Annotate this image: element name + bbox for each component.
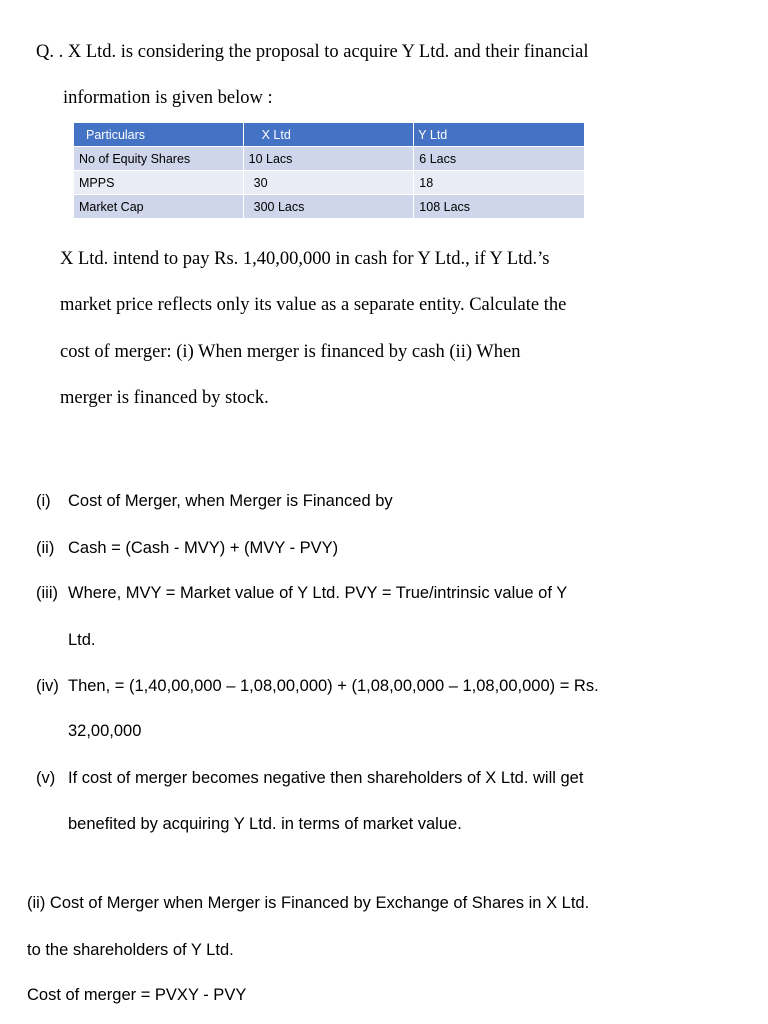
para-line-2: market price reflects only its value as a separate entity. Calculate the: [60, 295, 567, 315]
cell-y-ltd: 6 Lacs: [414, 147, 585, 171]
cell-x-ltd: 10 Lacs: [243, 147, 414, 171]
list-number: (ii): [36, 539, 55, 557]
question-line-1: Q. . X Ltd. is considering the proposal to acquire Y Ltd. and their financial: [36, 42, 589, 62]
question-line-2: information is given below :: [63, 88, 273, 108]
table-header-row: [74, 123, 585, 147]
table-row: [74, 171, 585, 195]
list-item-text: Cash = (Cash - MVY) + (MVY - PVY): [68, 539, 339, 557]
list-item-text: Then, = (1,40,00,000 – 1,08,00,000) + (1,08,00,000 – 1,08,00,000) = Rs.: [68, 677, 599, 695]
list-number: (v): [36, 769, 56, 787]
list-number: (iv): [36, 677, 59, 695]
list-item-continuation: 32,00,000: [68, 722, 142, 740]
list-item-text: Cost of Merger, when Merger is Financed by: [68, 492, 393, 510]
cell-particulars: MPPS: [74, 171, 244, 195]
cell-x-ltd: 30: [243, 171, 414, 195]
list-number: (i): [36, 492, 51, 510]
list-number: (iii): [36, 584, 58, 602]
para-line-4: merger is financed by stock.: [60, 388, 269, 408]
merger-formula: Cost of merger = PVXY - PVY: [27, 986, 247, 1004]
header-x-ltd: X Ltd: [243, 123, 414, 147]
list-item-continuation: benefited by acquiring Y Ltd. in terms of market value.: [68, 815, 462, 833]
table-row: [74, 147, 585, 171]
list-item-continuation: Ltd.: [68, 631, 96, 649]
list-item-text: Where, MVY = Market value of Y Ltd. PVY = True/intrinsic value of Y: [68, 584, 568, 602]
financial-info-table: [73, 122, 585, 219]
part2-line-1: (ii) Cost of Merger when Merger is Financed by Exchange of Shares in X Ltd.: [27, 894, 590, 912]
cell-particulars: Market Cap: [74, 195, 244, 219]
para-line-3: cost of merger: (i) When merger is financed by cash (ii) When: [60, 342, 521, 362]
table-row: [74, 195, 585, 219]
cell-y-ltd: 18: [414, 171, 585, 195]
cell-y-ltd: 108 Lacs: [414, 195, 585, 219]
header-particulars: Particulars: [74, 123, 244, 147]
header-y-ltd: Y Ltd: [414, 123, 585, 147]
para-line-1: X Ltd. intend to pay Rs. 1,40,00,000 in cash for Y Ltd., if Y Ltd.’s: [60, 249, 550, 269]
cell-x-ltd: 300 Lacs: [243, 195, 414, 219]
cell-particulars: No of Equity Shares: [74, 147, 244, 171]
part2-line-2: to the shareholders of Y Ltd.: [27, 941, 234, 959]
list-item-text: If cost of merger becomes negative then shareholders of X Ltd. will get: [68, 769, 584, 787]
